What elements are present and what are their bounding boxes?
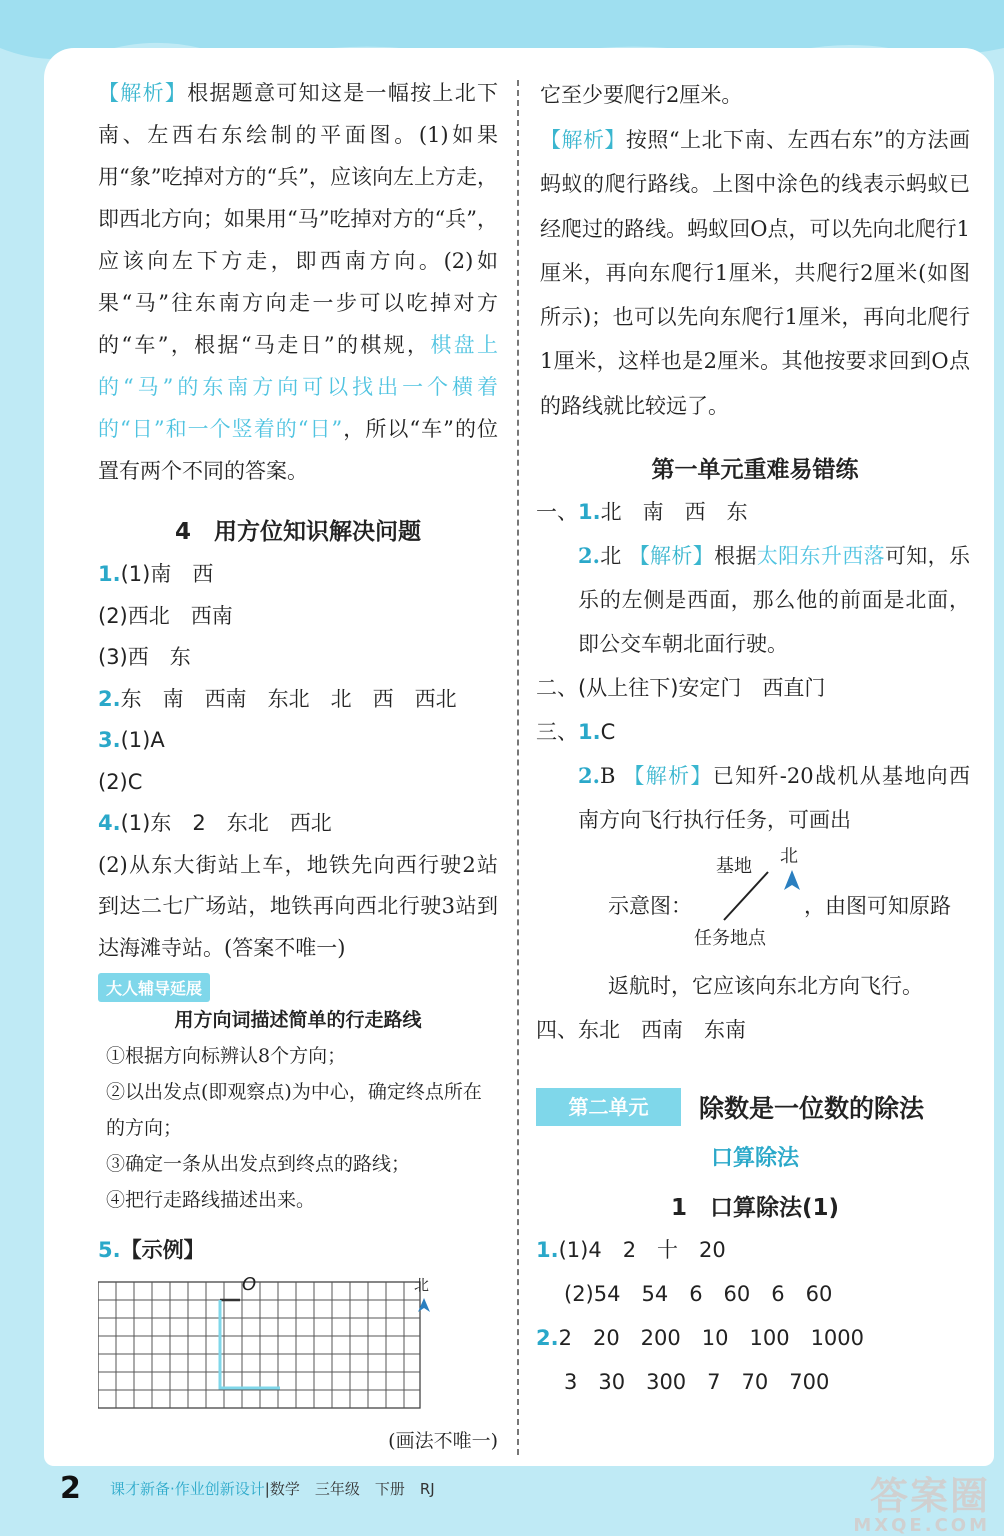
footer-brand: 课才新备·作业创新设计 [110,1479,265,1498]
q3-answer-2: (2)C [98,769,143,794]
q4-answer-2: (2)从东大街站上车，地铁先向西行驶2站到达二七广场站，地铁再向西北行驶3站到达海滩寺站。(答案不唯一) [98,852,498,960]
footer-subject: |数学 三年级 下册 RJ [264,1479,435,1498]
left-column [98,72,498,1453]
analysis-tag: 【解析】 [623,764,713,789]
s3-conclusion: 返航时，它应该向东北方向飞行。 [608,974,923,999]
ant-analysis-text: 按照“上北下南、左西右东”的方法画蚂蚁的爬行路线。上图中涂色的线表示蚂蚁已经爬过的路线。蚂蚁回O点，可以先向北爬行1厘米，再向东爬行1厘米，共爬行2厘米(如图所示)；也可以先向东爬行1厘米，再向北爬行1厘米，这样也是2厘米。其他按要求回到O点的路线就比较远了。 [540,128,970,418]
q5-grid-figure [98,1272,498,1422]
lesson-title: 1 口算除法(1) [670,1195,840,1222]
answer-q3 [98,720,498,803]
continued-answer: 它至少要爬行2厘米。 [540,83,743,107]
watermark-logo [853,1476,990,1536]
r1-answer-1: (1)4 2 十 20 [558,1238,726,1263]
q1-answer-2: (2)西北 西南 [98,603,233,628]
footer-text [110,1478,435,1499]
answer-q4 [98,803,498,969]
section-title: 4 用方位知识解决问题 [174,519,421,545]
answer-q2 [98,679,498,721]
right-column [536,72,971,1404]
r2-line1 [536,1316,970,1360]
route-grid [98,1272,498,1422]
s3-line1 [536,710,970,754]
north-arrow-icon [782,870,802,892]
page-number: 2 [60,1470,81,1506]
tip-title: 用方向词描述简单的行走路线 [174,1009,422,1031]
r1-answer-2: (2)54 54 6 60 6 60 [564,1282,833,1307]
s1-item2 [540,534,970,666]
tip-item: ③确定一条从出发点到终点的路线； [106,1153,411,1175]
watermark-url: MXQE.COM [853,1515,990,1536]
s1-line1 [536,490,970,534]
topic-title: 口算除法 [710,1146,799,1172]
tip-item: ④把行走路线描述出来。 [106,1189,316,1211]
analysis-paragraph [98,72,498,492]
r1-line1 [536,1228,970,1272]
s3-prefix: 三、 [536,720,578,745]
analysis-tag: 【解析】 [540,128,626,152]
analysis-tag: 【解析】 [98,81,188,105]
unit1-title: 第一单元重难易错练 [651,457,859,484]
analysis-tag: 【解析】 [628,544,715,569]
diagram-base-label: 基地 [716,856,752,878]
unit2-header [540,1088,970,1126]
flight-line [718,868,778,928]
diagram-suffix: ，由图可知原路 [804,894,951,919]
answer-q5 [98,1230,498,1272]
r2-answer-2: 3 30 300 7 70 700 [564,1370,830,1395]
page-footer [60,1468,435,1508]
s1-answer-1: 北 南 西 东 [600,500,748,525]
s4-answer: 四、东北 西南 东南 [536,1018,746,1043]
ant-analysis [540,118,970,428]
q4-number: 4. [98,811,121,835]
s1-analysis-post: 可知，乐乐的左侧是西面，那么他的前面是北面，即公交车朝北面行驶。 [578,544,971,657]
q1-number: 1. [98,562,121,586]
q5-note: (画法不唯一) [388,1429,498,1452]
s3-answer-2: B [599,764,616,789]
tip-item: ②以出发点(即观察点)为中心，确定终点所在的方向； [106,1081,482,1139]
s1-answer-2: 北 [599,544,622,569]
s3-item2 [540,754,970,842]
s3-number-1: 1. [578,720,601,745]
q3-number: 3. [98,728,121,752]
north-label: 北 [414,1275,430,1294]
q1-answer-1: (1)南 西 [120,562,214,586]
r1-number: 1. [536,1238,559,1263]
q4-answer-1: (1)东 2 东北 西北 [120,811,332,835]
column-divider [517,80,519,1455]
unit2-title: 除数是一位数的除法 [699,1094,925,1124]
s3-number-2: 2. [578,763,600,789]
q5-number: 5. [98,1238,121,1262]
q5-label: 【示例】 [120,1238,205,1262]
diagram-prefix: 示意图： [608,894,692,919]
s1-prefix: 一、 [536,500,578,525]
origin-label: O [242,1273,257,1295]
analysis-highlight: 棋盘上的“马”的东南方向可以找出一个横着的“日”和一个竖着的“日” [98,333,498,441]
tip-item: ①根据方向标辨认8个方向； [106,1045,347,1067]
analysis-text: 根据题意可知这是一幅按上北下南、左西右东绘制的平面图。(1)如果用“象”吃掉对方的“兵”，应该向左上方走，即西北方向；如果用“马”吃掉对方的“兵”，应该向左下方走，即西南方向。(2)如果“马”往东南方向走一步可以吃掉对方的“车”，根据“马走日”的棋规， [98,81,499,357]
s2-answer: 二、(从上往下)安定门 西直门 [536,676,826,701]
s3-analysis-text: 已知歼-20战机从基地向西南方向飞行执行任务，可画出 [578,764,971,833]
r2-answer-1: 2 20 200 10 100 1000 [558,1326,865,1351]
s1-number-2: 2. [578,543,600,569]
tutor-badge: 大人辅导延展 [98,973,210,1002]
s1-analysis-highlight: 太阳东升西落 [756,544,885,569]
direction-diagram [540,842,970,952]
s1-analysis-pre: 根据 [714,544,757,569]
q3-answer-1: (1)A [120,728,165,752]
diagram-north-label: 北 [780,846,798,868]
watermark-main: 答案圈 [869,1474,990,1518]
q2-number: 2. [98,686,121,711]
q1-answer-3: (3)西 东 [98,645,191,669]
r2-number: 2. [536,1326,559,1351]
s3-answer-1: C [600,720,616,745]
analysis-text-end: ，所以“车”的位置有两个不同的答案。 [98,417,498,483]
diagram-target-label: 任务地点 [694,928,766,950]
q2-answer: 东 南 西南 东北 北 西 西北 [120,686,457,711]
answer-q1 [98,554,498,679]
s1-number-1: 1. [578,500,601,525]
unit2-badge: 第二单元 [536,1088,681,1126]
